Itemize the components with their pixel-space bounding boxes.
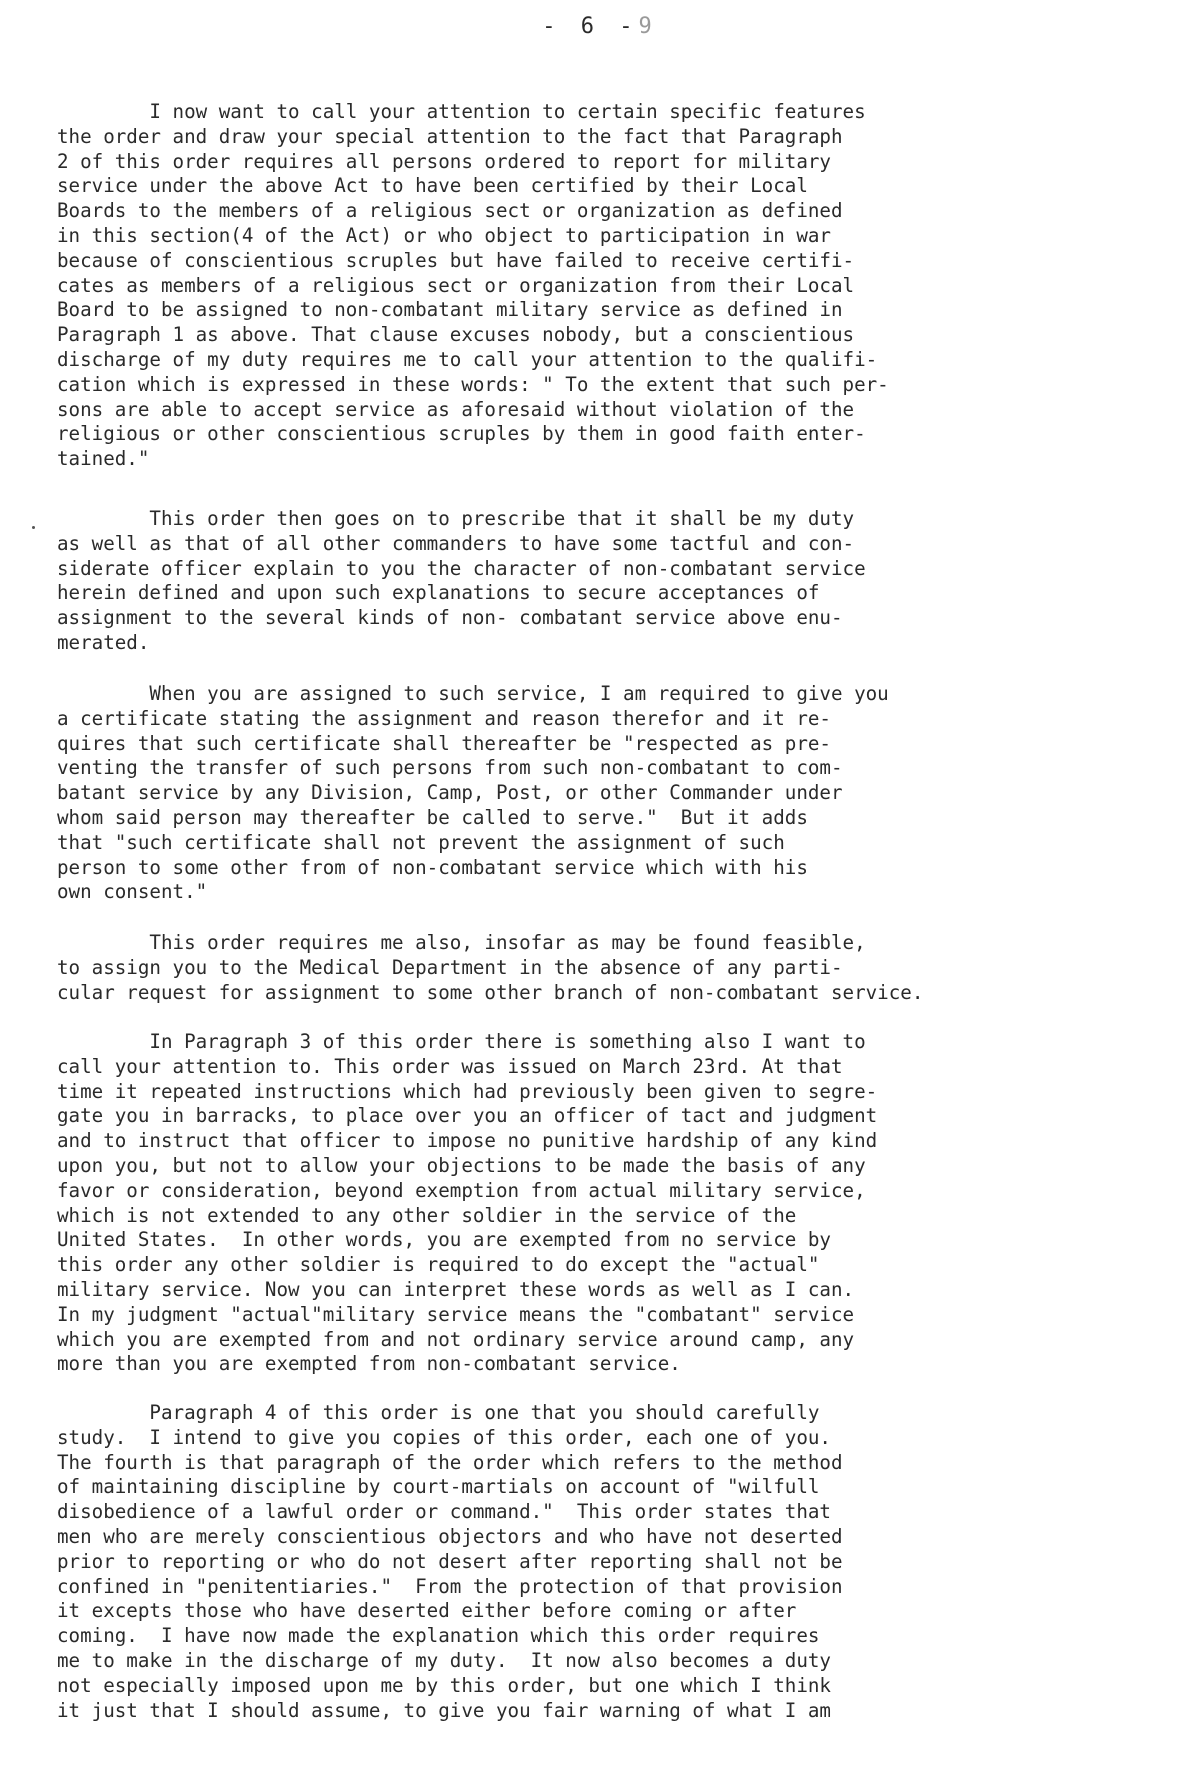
text-line: cates as members of a religious sect or organization from their Local	[57, 273, 855, 297]
text-line: Boards to the members of a religious sect or organization as defined	[57, 199, 843, 223]
text-line: cular request for assignment to some other branch of non-combatant service.	[57, 980, 924, 1004]
text-line: more than you are exempted from non-combatant service.	[57, 1352, 681, 1376]
text-line: because of conscientious scruples but have failed to receive certifi-	[57, 248, 855, 272]
text-line: assignment to the several kinds of non- combatant service above enu-	[57, 606, 843, 630]
text-line: Paragraph 4 of this order is one that you should carefully	[57, 1401, 820, 1424]
text-line: call your attention to. This order was issued on March 23rd. At that	[57, 1054, 843, 1078]
paragraph-4	[57, 931, 1147, 1005]
text-line: military service. Now you can interpret these words as well as I can.	[57, 1277, 855, 1301]
text-line: prior to reporting or who do not desert after reporting shall not be	[57, 1549, 843, 1573]
text-line: it excepts those who have deserted either before coming or after	[57, 1599, 797, 1623]
text-line: upon you, but not to allow your objections to be made the basis of any	[57, 1153, 866, 1177]
text-line: whom said person may thereafter be called to serve." But it adds	[57, 805, 808, 829]
stray-ink-mark	[32, 526, 35, 529]
text-line: to assign you to the Medical Department in the absence of any parti-	[57, 955, 843, 979]
text-line: cation which is expressed in these words: " To the extent that such per-	[57, 372, 889, 396]
text-line: coming. I have now made the explanation which this order requires	[57, 1624, 820, 1648]
text-line: I now want to call your attention to certain specific features	[57, 100, 866, 123]
paragraph-6	[57, 1401, 1147, 1723]
text-line: time it repeated instructions which had previously been given to segre-	[57, 1079, 878, 1103]
text-line: herein defined and upon such explanations to secure acceptances of	[57, 581, 820, 605]
text-line: religious or other conscientious scruples by them in good faith enter-	[57, 422, 866, 446]
text-line: person to some other from of non-combatant service which with his	[57, 855, 808, 879]
text-line: 2 of this order requires all persons ordered to report for military	[57, 149, 831, 173]
text-line: This order then goes on to prescribe that it shall be my duty	[57, 507, 855, 530]
text-line: this order any other soldier is required to do except the "actual"	[57, 1253, 820, 1277]
text-line: tained."	[57, 447, 150, 471]
text-line: own consent."	[57, 880, 208, 904]
text-line: which you are exempted from and not ordinary service around camp, any	[57, 1327, 855, 1351]
page-number-text: - 6 -	[542, 14, 639, 39]
text-line: disobedience of a lawful order or command." This order states that	[57, 1500, 831, 1524]
text-line: When you are assigned to such service, I am required to give you	[57, 682, 889, 705]
text-line: the order and draw your special attention to the fact that Paragraph	[57, 124, 843, 148]
text-line: United States. In other words, you are exempted from no service by	[57, 1228, 831, 1252]
text-line: The fourth is that paragraph of the order which refers to the method	[57, 1450, 843, 1474]
text-line: batant service by any Division, Camp, Post, or other Commander under	[57, 781, 843, 805]
paragraph-2	[57, 507, 1147, 656]
text-line: me to make in the discharge of my duty. It now also becomes a duty	[57, 1648, 831, 1672]
text-line: confined in "penitentiaries." From the protection of that provision	[57, 1574, 843, 1598]
text-line: a certificate stating the assignment and reason therefor and it re-	[57, 706, 831, 730]
paragraph-1	[57, 100, 1147, 472]
text-line: merated.	[57, 630, 150, 654]
text-line: of maintaining discipline by court-martials on account of "wilfull	[57, 1475, 820, 1499]
text-line: quires that such certificate shall thereafter be "respected as pre-	[57, 731, 831, 755]
text-line: Board to be assigned to non-combatant military service as defined in	[57, 298, 843, 322]
text-line: Paragraph 1 as above. That clause excuses nobody, but a conscientious	[57, 323, 855, 347]
text-line: and to instruct that officer to impose no punitive hardship of any kind	[57, 1129, 878, 1153]
text-line: favor or consideration, beyond exemption from actual military service,	[57, 1178, 866, 1202]
text-line: service under the above Act to have been certified by their Local	[57, 174, 808, 198]
text-line: as well as that of all other commanders to have some tactful and con-	[57, 531, 855, 555]
paragraph-3	[57, 682, 1147, 905]
text-line: siderate officer explain to you the character of non-combatant service	[57, 556, 866, 580]
text-line: discharge of my duty requires me to call your attention to the qualifi-	[57, 347, 878, 371]
text-line: in this section(4 of the Act) or who object to participation in war	[57, 223, 831, 247]
text-line: sons are able to accept service as aforesaid without violation of the	[57, 397, 855, 421]
text-line: venting the transfer of such persons from such non-combatant to com-	[57, 756, 843, 780]
text-line: In my judgment "actual"military service means the "combatant" service	[57, 1302, 855, 1326]
text-line: gate you in barracks, to place over you an officer of tact and judgment	[57, 1104, 878, 1128]
page-number	[0, 14, 1194, 39]
page-number-extra: 9	[638, 14, 652, 39]
text-line: that "such certificate shall not prevent the assignment of such	[57, 830, 785, 854]
text-line: not especially imposed upon me by this order, but one which I think	[57, 1673, 831, 1697]
text-line: men who are merely conscientious objectors and who have not deserted	[57, 1524, 843, 1548]
text-line: study. I intend to give you copies of this order, each one of you.	[57, 1425, 831, 1449]
paragraph-5	[57, 1030, 1147, 1377]
text-line: it just that I should assume, to give you fair warning of what I am	[57, 1698, 831, 1722]
text-line: which is not extended to any other soldier in the service of the	[57, 1203, 797, 1227]
text-line: This order requires me also, insofar as may be found feasible,	[57, 931, 866, 954]
text-line: In Paragraph 3 of this order there is something also I want to	[57, 1030, 866, 1053]
